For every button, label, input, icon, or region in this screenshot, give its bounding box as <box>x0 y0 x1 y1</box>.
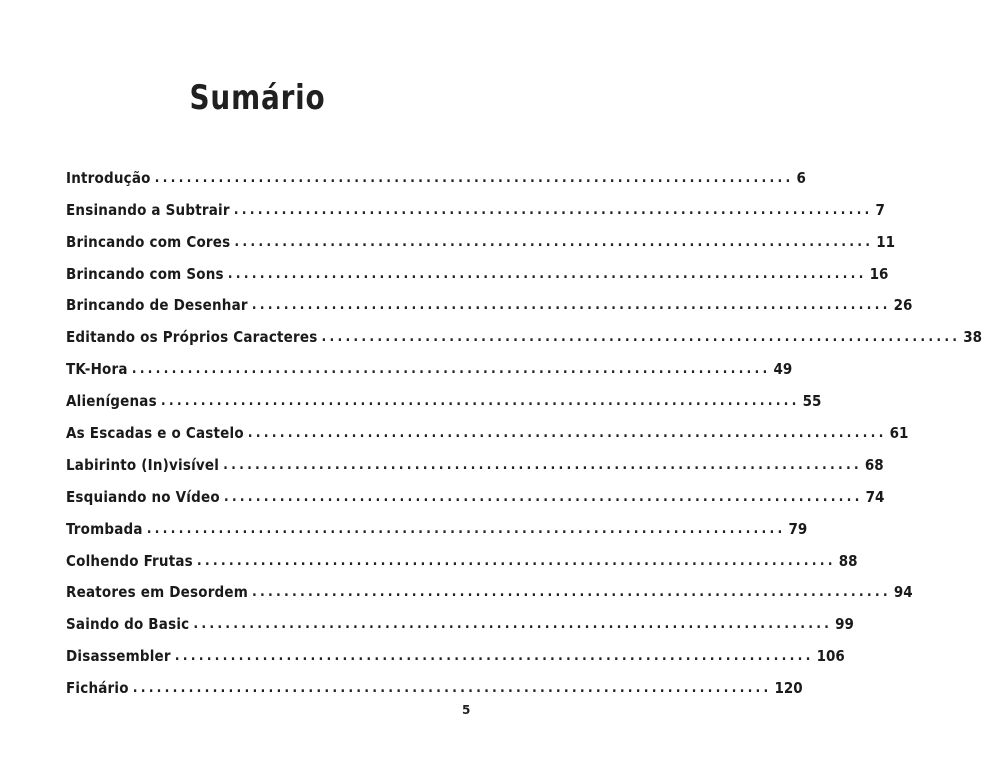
dot-leader: ................................................................................ <box>131 361 771 378</box>
dot-leader: ................................................................................ <box>227 265 867 282</box>
page-title: Sumário <box>189 77 326 118</box>
toc-entry-label: Saindo do Basic <box>66 615 190 634</box>
toc-entry <box>66 283 913 315</box>
toc-entry-page: 38 <box>963 328 982 347</box>
toc-entry-label: Trombada <box>66 519 143 538</box>
toc-entry-label: Disassembler <box>66 647 171 666</box>
dot-leader: ................................................................................ <box>247 425 887 442</box>
toc-entry-label: Colhendo Frutas <box>66 551 193 570</box>
toc-entry <box>66 633 845 666</box>
toc-entry <box>66 187 885 219</box>
toc-entry <box>66 314 982 347</box>
toc-entry <box>66 442 884 474</box>
toc-entry-label: Alienígenas <box>66 392 157 411</box>
toc-entry-label: TK-Hora <box>66 360 128 379</box>
dot-leader: ................................................................................ <box>321 329 961 346</box>
dot-leader: ................................................................................ <box>132 680 772 697</box>
dot-leader: ................................................................................ <box>193 616 833 633</box>
toc-entry-label: Labirinto (In)visível <box>66 455 220 474</box>
toc-entry-page: 61 <box>889 424 909 443</box>
dot-leader: ................................................................................ <box>146 520 786 537</box>
toc-entry-page: 26 <box>893 296 913 315</box>
toc-entry-page: 6 <box>796 168 806 187</box>
dot-leader: ................................................................................ <box>223 456 862 473</box>
toc-entry-label: As Escadas e o Castelo <box>66 424 244 443</box>
toc-entry-page: 7 <box>875 200 885 219</box>
toc-entry-page: 16 <box>869 264 889 283</box>
toc-entry <box>66 155 806 187</box>
toc-entry-label: Ensinando a Subtrair <box>66 200 230 219</box>
toc-entry <box>66 665 803 698</box>
toc-entry-label: Brincando com Sons <box>66 264 224 283</box>
toc-entry-label: Brincando com Cores <box>66 232 231 251</box>
toc-entry-page: 99 <box>835 615 854 634</box>
dot-leader: ................................................................................ <box>251 297 891 314</box>
toc-entry <box>66 346 793 379</box>
toc-entry-page: 88 <box>838 551 858 570</box>
dot-leader: ................................................................................ <box>160 393 800 410</box>
toc-entry-page: 106 <box>816 647 845 666</box>
toc-entry <box>66 570 913 602</box>
toc-entry-label: Editando os Próprios Caracteres <box>66 328 318 347</box>
toc-entry-page: 68 <box>864 455 884 474</box>
toc-entry-page: 55 <box>802 392 822 411</box>
dot-leader: ................................................................................ <box>196 552 836 569</box>
dot-leader: ................................................................................ <box>233 201 873 218</box>
dot-leader: ................................................................................ <box>252 584 891 601</box>
toc-entry-label: Introdução <box>66 168 151 187</box>
dot-leader: ................................................................................ <box>223 488 863 505</box>
toc-entry <box>66 378 822 411</box>
toc-entry-page: 49 <box>773 360 793 379</box>
toc-entry <box>66 601 854 634</box>
dot-leader: ................................................................................ <box>174 648 814 665</box>
toc-entry-label: Fichário <box>66 679 129 698</box>
dot-leader: ................................................................................ <box>154 169 794 186</box>
dot-leader: ................................................................................ <box>234 233 874 250</box>
toc-entry-page: 94 <box>893 583 913 602</box>
toc-entry <box>66 410 909 443</box>
toc-entry <box>66 219 895 251</box>
toc-entry-label: Esquiando no Vídeo <box>66 487 220 506</box>
toc-entry-page: 11 <box>876 232 895 251</box>
toc-entry <box>66 251 889 283</box>
toc-entry-label: Brincando de Desenhar <box>66 296 248 315</box>
toc-entry-page: 79 <box>788 519 808 538</box>
toc-entry-label: Reatores em Desordem <box>66 583 249 602</box>
table-of-contents <box>66 155 982 698</box>
toc-entry <box>66 474 885 506</box>
toc-entry-page: 74 <box>865 487 885 506</box>
toc-entry <box>66 538 858 570</box>
toc-entry-page: 120 <box>774 679 803 698</box>
toc-entry <box>66 506 808 538</box>
page-number: 5 <box>462 703 471 717</box>
